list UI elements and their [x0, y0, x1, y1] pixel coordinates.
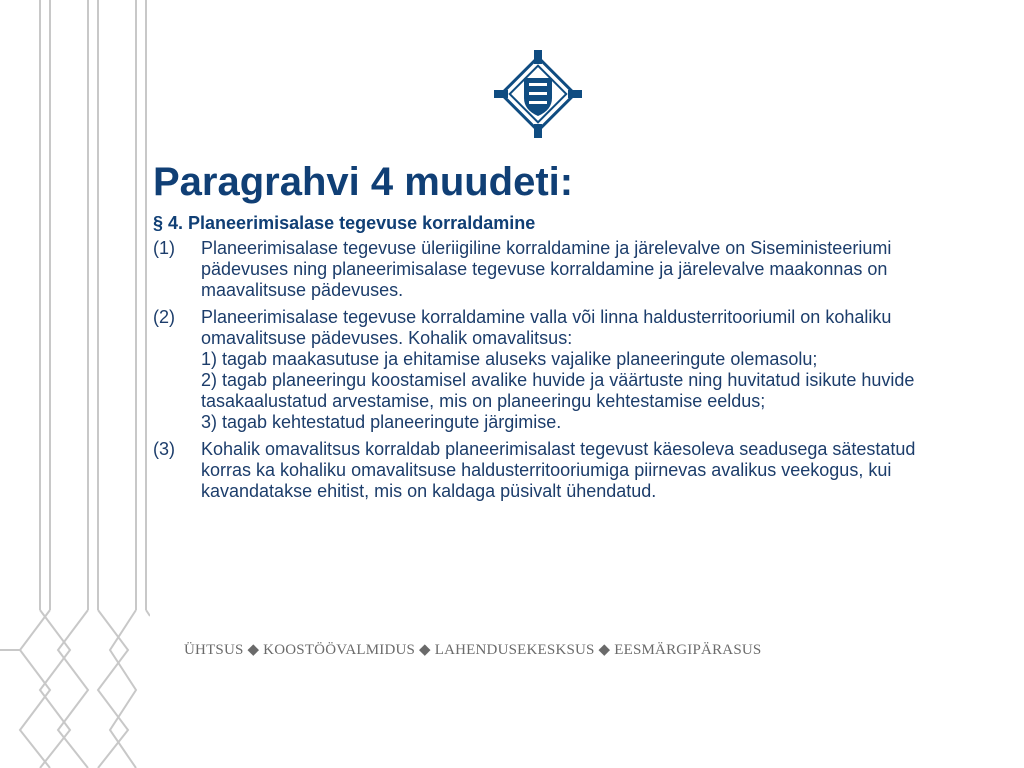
item-number: (2)	[153, 307, 175, 327]
item-text: Planeerimisalase tegevuse korraldamine valla või linna haldusterritooriumil on kohaliku omavalitsuse pädevuses. Kohalik omavalitsus:	[201, 307, 892, 348]
item-text-block	[153, 307, 953, 433]
coat-of-arms-logo-icon	[494, 50, 582, 138]
subitem-3: 3) tagab kehtestatud planeeringute järgimise.	[201, 412, 562, 432]
slide-title: Paragrahvi 4 muudeti:	[153, 160, 574, 204]
section-heading: § 4. Planeerimisalase tegevuse korraldamine	[153, 213, 536, 233]
subitem-1: 1) tagab maakasutuse ja ehitamise aluseks vajalike planeeringute olemasolu;	[201, 349, 818, 369]
list-item-2	[153, 307, 953, 433]
subitem-2: 2) tagab planeeringu koostamisel avalike huvide ja väärtuste ning huvitatud isikute huvide tasakaalustatud arvestamise, mis on planeeringu kehtestamise eeldus;	[201, 370, 915, 411]
slide-content	[153, 158, 953, 508]
list-item-3	[153, 439, 953, 502]
values-footer: ÜHTSUS ◆ KOOSTÖÖVALMIDUS ◆ LAHENDUSEKESKSUS ◆ EESMÄRGIPÄRASUS	[184, 642, 762, 658]
item-number: (3)	[153, 439, 175, 459]
item-number: (1)	[153, 238, 175, 258]
item-text: Kohalik omavalitsus korraldab planeerimisalast tegevust käesoleva seadusega sätestatud korras ka kohaliku omavalitsuse haldusterritooriumiga piirnevas avalikus veekogus, kui kavandatakse ehitist, mis on kaldaga püsivalt ühendatud.	[201, 439, 916, 501]
list-item-1	[153, 238, 953, 301]
item-text: Planeerimisalase tegevuse üleriigiline korraldamine ja järelevalve on Siseministeeriumi pädevuses ning planeerimisalase tegevuse korraldamine ja järelevalve maakonnas on maavalitsuse pädevuses.	[201, 238, 892, 300]
decorative-border-lines	[0, 0, 150, 768]
